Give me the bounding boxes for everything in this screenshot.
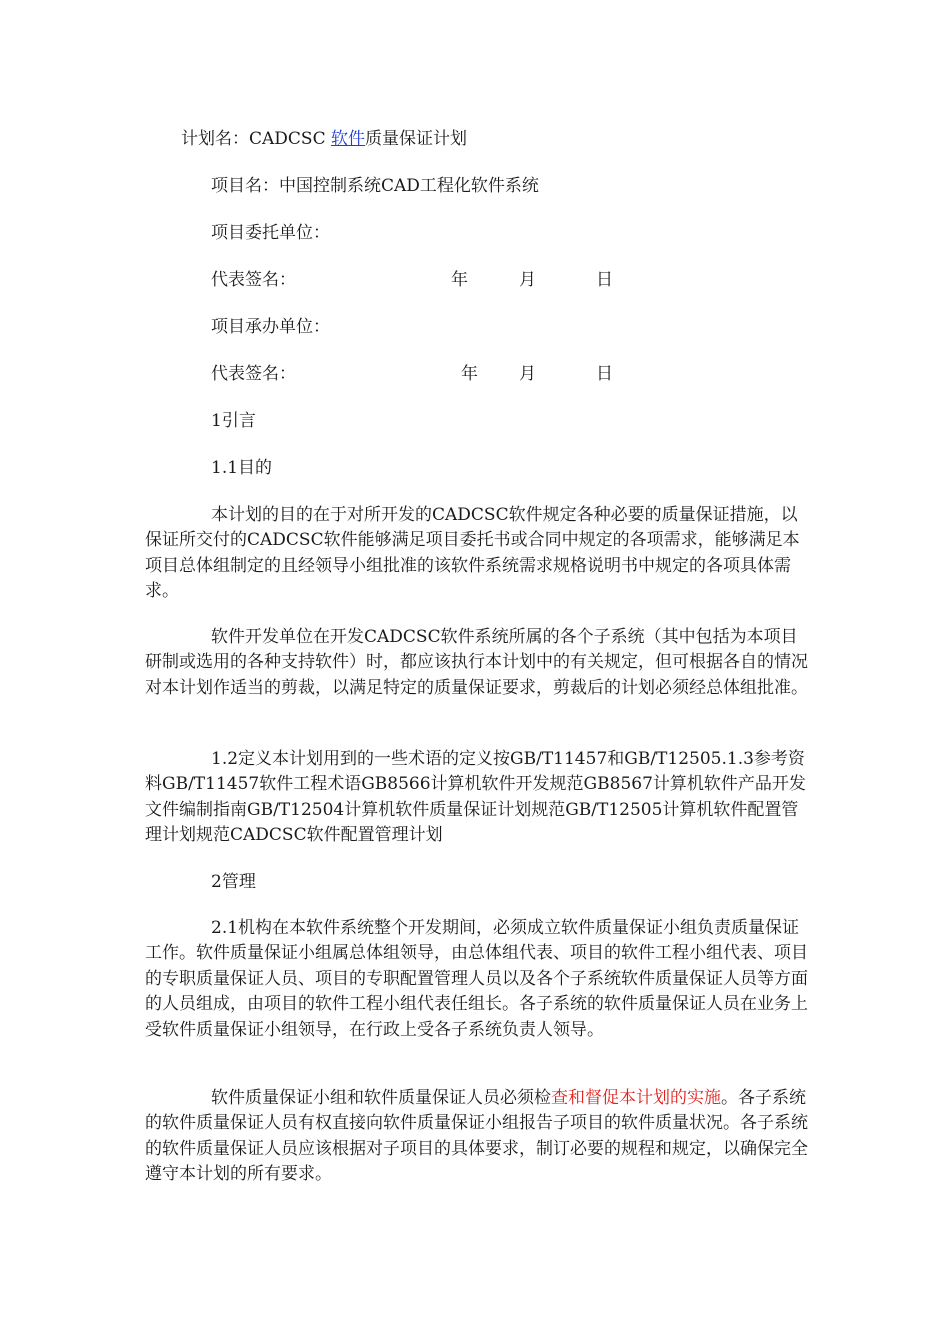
paragraph-check (145, 1086, 810, 1188)
paragraph-check-after: 。各子系统的软件质量保证人员有权直接向软件质量保证小组报告子项目的软件质量状况。各子系统的软件质量保证人员应该根据对子项目的具体要求，制订必要的规程和规定，以确保完全遵守本计划的所有要求。 (145, 1088, 808, 1185)
paragraph-organization (145, 916, 810, 1043)
contractor-sign-day: 日 (596, 364, 613, 384)
paragraph-check-before: 软件质量保证小组和软件质量保证人员必须检 (211, 1088, 551, 1108)
plan-title-suffix: 质量保证计划 (364, 129, 467, 149)
project-name: 项目名：中国控制系统CAD工程化软件系统 (211, 176, 539, 196)
contractor-sign-label: 代表签名： (211, 364, 296, 384)
section-2-heading: 2管理 (211, 872, 256, 892)
paragraph-subsystems-text: 软件开发单位在开发CADCSC软件系统所属的各个子系统（其中包括为本项目研制或选用的各种支持软件）时，都应该执行本计划中的有关规定，但可根据各自的情况对本计划作适当的剪裁，以满足特定的质量保证要求，剪裁后的计划必须经总体组批准。 (145, 627, 808, 698)
client-sign-label: 代表签名： (211, 270, 296, 290)
client-sign-day: 日 (596, 270, 613, 290)
plan-title (181, 127, 467, 151)
paragraph-purpose (145, 503, 810, 605)
paragraph-subsystems (145, 625, 810, 701)
client-unit-label: 项目委托单位： (211, 223, 330, 243)
paragraph-check-highlight: 查和督促本计划的实施 (551, 1088, 721, 1108)
paragraph-definitions (145, 747, 810, 849)
paragraph-definitions-text: 1.2定义本计划用到的一些术语的定义按GB/T11457和GB/T12505.1.3参考资料GB/T11457软件工程术语GB8566计算机软件开发规范GB8567计算机软件产品开发文件编制指南GB/T12504计算机软件质量保证计划规范GB/T12505计算机软件配置管理计划规范CADCSC软件配置管理计划 (145, 749, 806, 846)
paragraph-purpose-text: 本计划的目的在于对所开发的CADCSC软件规定各种必要的质量保证措施，以保证所交付的CADCSC软件能够满足项目委托书或合同中规定的各项需求，能够满足本项目总体组制定的且经领导小组批准的该软件系统需求规格说明书中规定的各项具体需求。 (145, 505, 800, 602)
contractor-sign-month: 月 (519, 364, 536, 384)
contractor-sign-year: 年 (461, 364, 478, 384)
paragraph-organization-text: 2.1机构在本软件系统整个开发期间，必须成立软件质量保证小组负责质量保证工作。软件质量保证小组属总体组领导，由总体组代表、项目的软件工程小组代表、项目的专职质量保证人员、项目的专职配置管理人员以及各个子系统软件质量保证人员等方面的人员组成，由项目的软件工程小组代表任组长。各子系统的软件质量保证人员在业务上受软件质量保证小组领导，在行政上受各子系统负责人领导。 (145, 918, 808, 1040)
section-1-heading: 1引言 (211, 411, 256, 431)
contractor-unit-label: 项目承办单位： (211, 317, 330, 337)
section-1-1-heading: 1.1目的 (211, 458, 273, 478)
client-sign-month: 月 (519, 270, 536, 290)
client-sign-year: 年 (451, 270, 468, 290)
software-link[interactable]: 软件 (330, 129, 365, 149)
plan-title-prefix: 计划名：CADCSC (181, 129, 331, 149)
